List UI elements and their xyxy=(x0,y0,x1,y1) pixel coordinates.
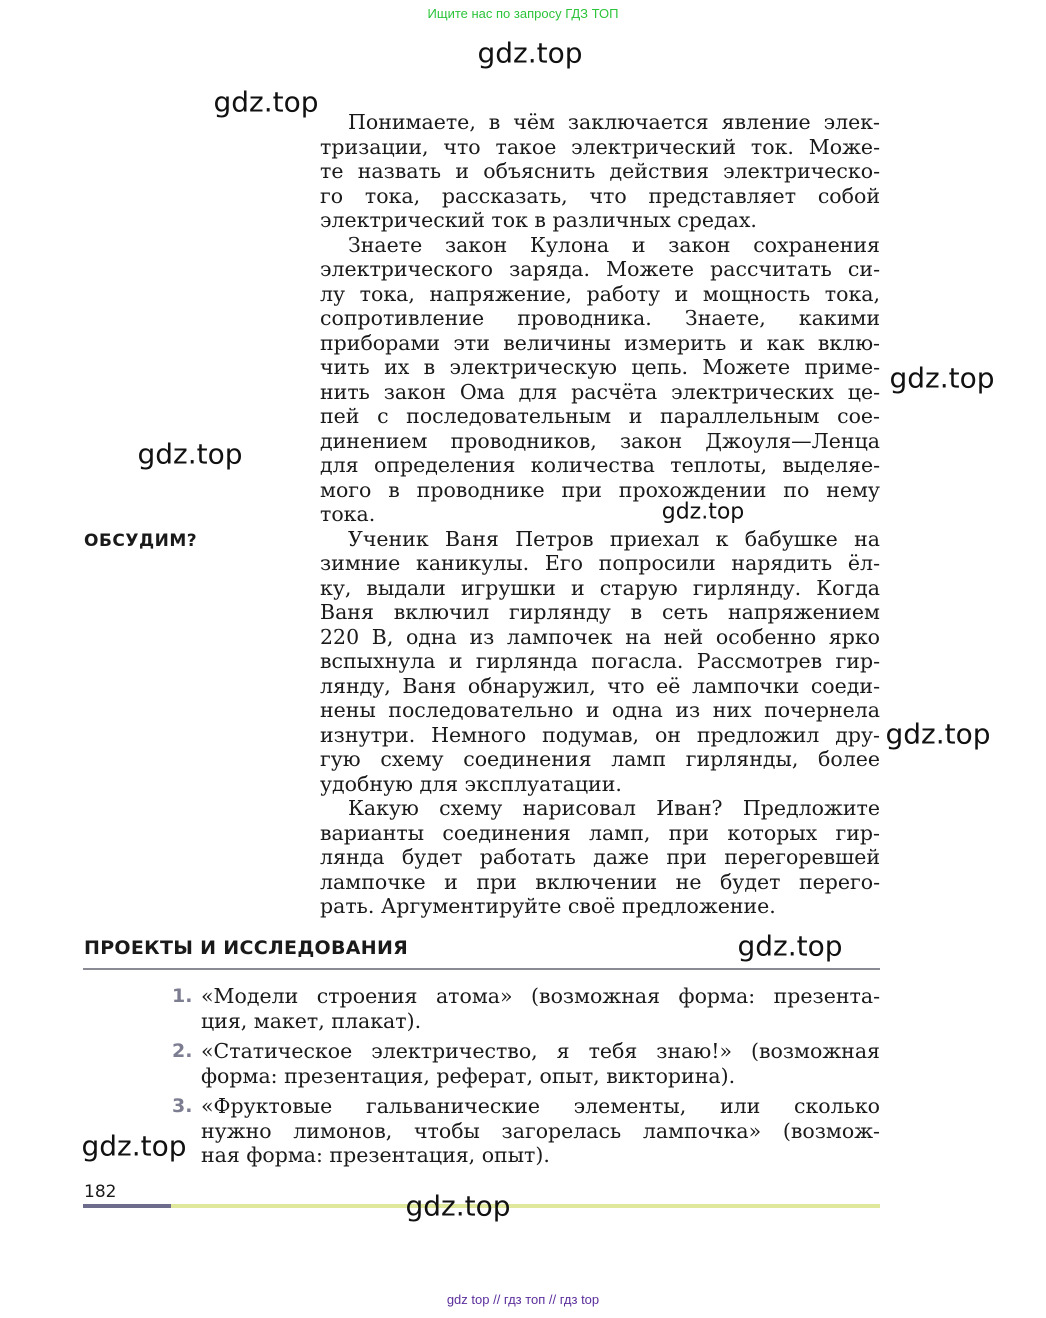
text-line: Какую схему нарисовал Иван? Предложите xyxy=(348,796,880,820)
watermark: gdz.top xyxy=(213,85,319,119)
text-line: Знаете закон Кулона и закон сохранения xyxy=(348,232,880,257)
text-line: те назвать и объяснить действия электрическо- xyxy=(320,159,880,183)
footer-links: gdz top // гдз топ // гдз top xyxy=(446,1292,600,1307)
text-line: вспыхнула и гирлянда погасла. Рассмотрев гир- xyxy=(320,649,880,673)
projects-heading: ПРОЕКТЫ И ИССЛЕДОВАНИЯ xyxy=(84,937,409,959)
list-item xyxy=(172,1039,880,1088)
text-line: приборами эти величины измерить и как вклю- xyxy=(320,330,880,355)
projects-list xyxy=(172,984,880,1174)
item-number: 3. xyxy=(172,1095,193,1117)
text-line: удобную для эксплуатации. xyxy=(320,771,622,796)
text-line: электрический ток в различных средах. xyxy=(320,208,757,232)
text-line: лампочке и при включении не будет перего- xyxy=(320,869,880,894)
page-bar-dark xyxy=(83,1204,171,1208)
text-line: гую схему соединения ламп гирлянды, более xyxy=(320,747,880,771)
discuss-label: ОБСУДИМ? xyxy=(84,531,198,551)
page-bar-light xyxy=(171,1204,880,1208)
item-line: «Модели строения атома» (возможная форма: презента- xyxy=(201,984,880,1008)
text-line: динением проводников, закон Джоуля—Ленца xyxy=(320,428,880,453)
list-item xyxy=(172,1094,880,1168)
text-line: лянду, Ваня обнаружил, что её лампочки соеди- xyxy=(320,673,880,698)
text-line: 220 В, одна из лампочек на ней особенно ярко xyxy=(320,624,880,649)
text-line: для определения количества теплоты, выделяе- xyxy=(320,453,880,477)
heading-rule xyxy=(83,968,880,970)
list-item xyxy=(172,984,880,1033)
item-line: «Фруктовые гальванические элементы, или сколько xyxy=(201,1094,880,1118)
item-number: 1. xyxy=(172,985,193,1007)
item-line: ная форма: презентация, опыт). xyxy=(201,1143,550,1167)
text-line: тока. xyxy=(320,502,376,526)
text-line: чить их в электрическую цепь. Можете приме- xyxy=(320,355,880,379)
text-line: го тока, рассказать, что представляет собой xyxy=(320,183,880,208)
item-line: ция, макет, плакат). xyxy=(201,1008,422,1033)
watermark: gdz.top xyxy=(661,499,745,525)
watermark: gdz.top xyxy=(885,717,991,751)
item-line: форма: презентация, реферат, опыт, викторина). xyxy=(201,1063,736,1088)
item-line: нужно лимонов, чтобы загорелась лампочка» (возмож- xyxy=(201,1118,880,1143)
page-number: 182 xyxy=(84,1182,117,1202)
watermark: gdz.top xyxy=(137,437,243,471)
text-line: Понимаете, в чём заключается явление элек- xyxy=(348,110,880,134)
text-line: сопротивление проводника. Знаете, какими xyxy=(320,306,880,330)
text-line: Ваня включил гирлянду в сеть напряжением xyxy=(320,600,880,624)
text-line: лянда будет работать даже при перегоревшей xyxy=(320,845,880,869)
text-line: пей с последовательным и параллельным сое- xyxy=(320,404,880,428)
text-line: мого в проводнике при прохождении по нему xyxy=(320,477,880,502)
text-line: нить закон Ома для расчёта электрических це- xyxy=(320,379,880,404)
text-line: изнутри. Немного подумав, он предложил дру- xyxy=(320,722,880,747)
text-line: рать. Аргументируйте своё предложение. xyxy=(320,894,776,918)
text-line: зимние каникулы. Его попросили нарядить ёл- xyxy=(320,551,880,575)
watermark: gdz.top xyxy=(889,361,995,395)
main-text xyxy=(320,110,880,919)
text-line: электрического заряда. Можете рассчитать си- xyxy=(320,257,880,281)
text-line: тризации, что такое электрический ток. Може- xyxy=(320,134,880,159)
search-hint: Ищите нас по запросу ГДЗ ТОП xyxy=(427,6,619,21)
watermark: gdz.top xyxy=(81,1129,187,1163)
text-line: варианты соединения ламп, при которых гир- xyxy=(320,820,880,845)
item-line: «Статическое электричество, я тебя знаю!» (возможная xyxy=(201,1039,880,1063)
text-line: нены последовательно и одна из них почернела xyxy=(320,698,880,722)
text-line: лу тока, напряжение, работу и мощность тока, xyxy=(320,281,880,306)
watermark: gdz.top xyxy=(405,1189,511,1223)
item-number: 2. xyxy=(172,1040,193,1062)
watermark: gdz.top xyxy=(477,36,583,70)
text-line: Ученик Ваня Петров приехал к бабушке на xyxy=(348,526,880,551)
text-line: ку, выдали игрушки и старую гирлянду. Когда xyxy=(320,575,880,600)
watermark: gdz.top xyxy=(737,929,843,963)
